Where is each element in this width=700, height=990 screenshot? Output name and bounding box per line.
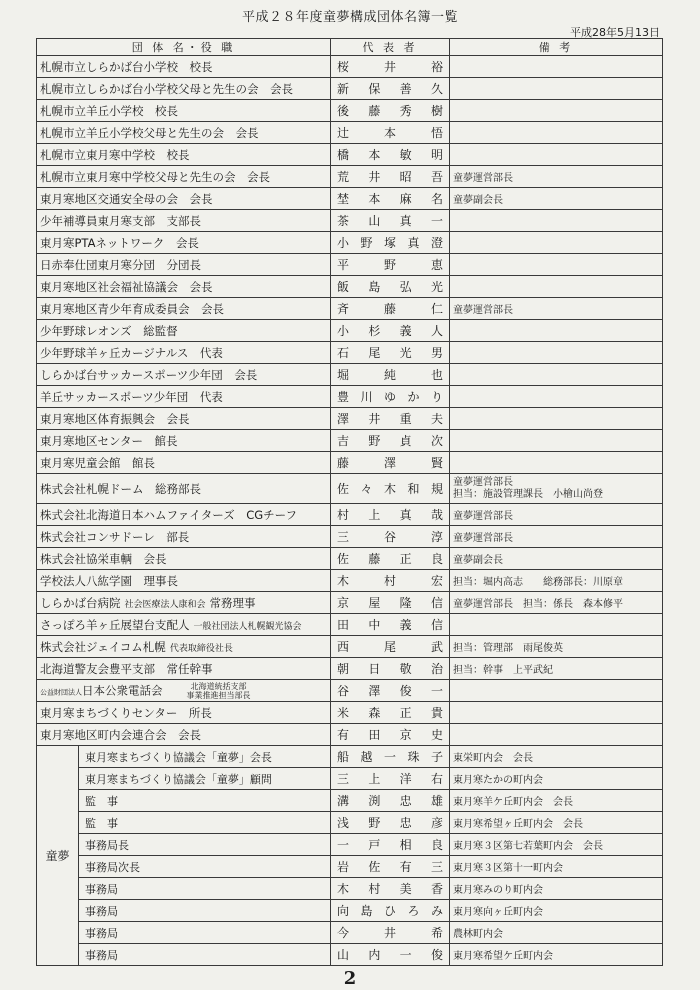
table-row <box>37 276 663 298</box>
org-name: 株式会社北海道日本ハムファイターズ CGチーフ <box>40 507 298 522</box>
org-cell <box>37 56 331 78</box>
table-row <box>37 592 663 614</box>
note-cell <box>450 276 663 298</box>
rep-cell: 米森正貴 <box>331 702 450 724</box>
org-cell <box>37 548 331 570</box>
rep-cell: 三上洋右 <box>331 768 450 790</box>
note-cell: 東月寒みのり町内会 <box>450 878 663 900</box>
org-name: 羊丘サッカースポーツ少年団 代表 <box>40 389 223 404</box>
table-row <box>37 856 663 878</box>
org-name: 札幌市立羊丘小学校 校長 <box>40 103 178 118</box>
org-sub-line: 事業推進担当部長 <box>186 690 251 700</box>
note-cell <box>450 680 663 702</box>
org-cell <box>37 364 331 386</box>
table-row <box>37 166 663 188</box>
rep-cell: 平野恵 <box>331 254 450 276</box>
note-cell <box>450 122 663 144</box>
note-cell <box>450 364 663 386</box>
org-name: 東月寒地区町内会連合会 会長 <box>40 727 201 742</box>
header-row <box>37 39 663 56</box>
org-name: 北海道警友会豊平支部 常任幹事 <box>40 661 213 676</box>
org-cell: 事務局 <box>79 944 331 966</box>
note-cell <box>450 452 663 474</box>
rep-cell: 佐々木和規 <box>331 474 450 504</box>
org-cell <box>37 188 331 210</box>
note-cell: 農林町内会 <box>450 922 663 944</box>
rep-cell: 後藤秀樹 <box>331 100 450 122</box>
rep-cell: 溝渕忠雄 <box>331 790 450 812</box>
note-cell <box>450 474 663 504</box>
org-name: 学校法人八紘学園 理事長 <box>40 573 178 588</box>
table-row <box>37 364 663 386</box>
org-name: 東月寒地区センター 館長 <box>40 433 178 448</box>
rep-cell: 有田京史 <box>331 724 450 746</box>
rep-cell: 飯島弘光 <box>331 276 450 298</box>
table-row <box>37 944 663 966</box>
rep-cell: 山内一俊 <box>331 944 450 966</box>
org-cell <box>37 504 331 526</box>
org-name: 株式会社協栄車輌 会長 <box>40 551 167 566</box>
note-cell: 東月寒希望ケ丘町内会 <box>450 944 663 966</box>
page-number: 2 <box>343 968 357 989</box>
org-cell <box>37 680 331 702</box>
org-cell <box>37 526 331 548</box>
org-name: 東月寒地区体育振興会 会長 <box>40 411 190 426</box>
note-cell: 童夢運営部長 <box>450 504 663 526</box>
note-cell: 東月寒たかの町内会 <box>450 768 663 790</box>
org-cell <box>37 724 331 746</box>
rep-cell: 茶山真一 <box>331 210 450 232</box>
note-cell: 担当：幹事 上平武紀 <box>450 658 663 680</box>
note-cell: 童夢副会長 <box>450 548 663 570</box>
org-cell <box>37 386 331 408</box>
rep-cell: 田中義信 <box>331 614 450 636</box>
org-sub: 代表取締役社長 <box>169 643 233 654</box>
rep-cell: 豊川ゆかり <box>331 386 450 408</box>
table-row <box>37 614 663 636</box>
org-sub-line: 北海道統括支部 <box>190 681 247 691</box>
org-cell <box>37 144 331 166</box>
note-line: 童夢運営部長 <box>453 476 513 488</box>
rep-cell: 谷澤俊一 <box>331 680 450 702</box>
header-org: 団 体 名・役 職 <box>37 39 331 56</box>
org-role: 常務理事 <box>209 595 256 610</box>
note-line: 担当：施設管理課長 小檜山尚登 <box>453 488 603 500</box>
rep-cell: 小野塚真澄 <box>331 232 450 254</box>
org-cell: 東月寒まちづくり協議会「童夢」顧問 <box>79 768 331 790</box>
note-cell: 東月寒希望ヶ丘町内会 会長 <box>450 812 663 834</box>
note-cell: 東栄町内会 会長 <box>450 746 663 768</box>
note-cell: 童夢副会長 <box>450 188 663 210</box>
org-cell: 東月寒まちづくり協議会「童夢」会長 <box>79 746 331 768</box>
rep-cell: 一戸相良 <box>331 834 450 856</box>
org-sub-stack <box>187 682 251 700</box>
rep-cell: 京屋隆信 <box>331 592 450 614</box>
rep-cell: 吉野貞次 <box>331 430 450 452</box>
org-prefix: 公益財団法人 <box>40 688 82 696</box>
org-cell: 事務局次長 <box>79 856 331 878</box>
rep-cell: 斉藤仁 <box>331 298 450 320</box>
org-name: 東月寒地区青少年育成委員会 会長 <box>40 301 224 316</box>
org-name: 東月寒地区社会福祉協議会 会長 <box>40 279 213 294</box>
org-cell <box>37 320 331 342</box>
org-cell <box>37 570 331 592</box>
org-cell <box>37 474 331 504</box>
note-cell: 東月寒向ヶ丘町内会 <box>450 900 663 922</box>
org-name: 東月寒児童会館 館長 <box>40 455 155 470</box>
rep-cell: 石尾光男 <box>331 342 450 364</box>
org-cell: 監 事 <box>79 790 331 812</box>
org-name: さっぽろ羊ヶ丘展望台支配人 <box>40 617 190 632</box>
note-cell: 担当：堀内高志 総務部長：川原章 <box>450 570 663 592</box>
note-cell <box>450 210 663 232</box>
rep-cell: 岩佐有三 <box>331 856 450 878</box>
table-row <box>37 834 663 856</box>
table-row <box>37 430 663 452</box>
note-cell <box>450 56 663 78</box>
header-rep: 代 表 者 <box>331 39 450 56</box>
table-row <box>37 232 663 254</box>
rep-cell: 今井希 <box>331 922 450 944</box>
org-name: 少年補導員東月寒支部 支部長 <box>40 213 201 228</box>
org-name: 少年野球レオンズ 総監督 <box>40 323 178 338</box>
rep-cell: 荒井昭吾 <box>331 166 450 188</box>
org-cell <box>37 254 331 276</box>
table-row <box>37 548 663 570</box>
rep-cell: 橋本敏明 <box>331 144 450 166</box>
org-sub: 一般社団法人札幌観光協会 <box>193 621 302 632</box>
note-cell: 東月寒３区第十一町内会 <box>450 856 663 878</box>
org-cell <box>37 430 331 452</box>
rep-cell: 西尾武 <box>331 636 450 658</box>
org-cell: 事務局 <box>79 922 331 944</box>
org-cell <box>37 232 331 254</box>
org-name: 札幌市立しらかば台小学校 校長 <box>40 59 213 74</box>
table-row <box>37 636 663 658</box>
rep-cell: 小杉義人 <box>331 320 450 342</box>
table-row <box>37 570 663 592</box>
note-cell <box>450 342 663 364</box>
org-name: 札幌市立東月寒中学校 校長 <box>40 147 190 162</box>
rep-cell: 浅野忠彦 <box>331 812 450 834</box>
org-cell <box>37 408 331 430</box>
note-cell: 童夢運営部長 <box>450 298 663 320</box>
table-row <box>37 922 663 944</box>
org-name: しらかば台サッカースポーツ少年団 会長 <box>40 367 258 382</box>
rep-cell: 木村宏 <box>331 570 450 592</box>
table-row <box>37 504 663 526</box>
org-name: 株式会社コンサドーレ 部長 <box>40 529 190 544</box>
rep-cell: 向島ひろみ <box>331 900 450 922</box>
org-name: 札幌市立しらかば台小学校父母と先生の会 会長 <box>40 81 293 96</box>
document-date: 平成28年5月13日 <box>570 26 660 39</box>
table-row <box>37 408 663 430</box>
rep-cell: 朝日敬治 <box>331 658 450 680</box>
table-row <box>37 144 663 166</box>
table-row <box>37 188 663 210</box>
table-row <box>37 122 663 144</box>
table-row <box>37 724 663 746</box>
note-cell <box>450 320 663 342</box>
note-cell: 東月寒３区第七若葉町内会 会長 <box>450 834 663 856</box>
org-cell <box>37 276 331 298</box>
table-row <box>37 452 663 474</box>
table-row <box>37 298 663 320</box>
rep-cell: 辻本悟 <box>331 122 450 144</box>
org-name: 日本公衆電話会 <box>82 683 163 697</box>
org-name: 日赤奉仕団東月寒分団 分団長 <box>40 257 201 272</box>
org-name: 東月寒地区交通安全母の会 会長 <box>40 191 213 206</box>
org-cell <box>37 100 331 122</box>
org-cell: 監 事 <box>79 812 331 834</box>
org-name: 札幌市立羊丘小学校父母と先生の会 会長 <box>40 125 259 140</box>
org-cell: 事務局 <box>79 900 331 922</box>
table-row <box>37 100 663 122</box>
table-row <box>37 768 663 790</box>
org-cell <box>37 592 331 614</box>
org-cell <box>37 636 331 658</box>
roster-table <box>36 38 663 966</box>
note-cell <box>450 702 663 724</box>
org-cell <box>37 452 331 474</box>
group-label: 童夢 <box>37 746 79 966</box>
org-cell: 事務局 <box>79 878 331 900</box>
table-row <box>37 658 663 680</box>
note-cell: 童夢運営部長 <box>450 526 663 548</box>
note-cell: 童夢運営部長 <box>450 166 663 188</box>
org-cell <box>37 658 331 680</box>
rep-cell: 佐藤正良 <box>331 548 450 570</box>
note-cell <box>450 724 663 746</box>
note-cell: 担当：管理部 雨尾俊英 <box>450 636 663 658</box>
rep-cell: 埜本麻名 <box>331 188 450 210</box>
org-cell <box>37 614 331 636</box>
org-cell <box>37 702 331 724</box>
org-name: 株式会社札幌ドーム 総務部長 <box>40 481 201 496</box>
note-cell <box>450 430 663 452</box>
org-sub: 社会医療法人康和会 <box>124 599 206 610</box>
org-cell <box>37 210 331 232</box>
rep-cell: 堀純也 <box>331 364 450 386</box>
rep-cell: 村上真哉 <box>331 504 450 526</box>
note-cell <box>450 254 663 276</box>
org-cell <box>37 298 331 320</box>
org-name: 株式会社ジェイコム札幌 <box>40 639 166 654</box>
org-cell: 事務局長 <box>79 834 331 856</box>
table-row <box>37 790 663 812</box>
page-title: 平成２８年度童夢構成団体名簿一覧 <box>241 10 458 25</box>
note-cell <box>450 100 663 122</box>
table-row <box>37 812 663 834</box>
table-row <box>37 474 663 504</box>
note-cell <box>450 386 663 408</box>
note-cell: 童夢運営部長 担当：係長 森本修平 <box>450 592 663 614</box>
rep-cell: 桜井裕 <box>331 56 450 78</box>
table-row <box>37 746 663 768</box>
org-name: 札幌市立東月寒中学校父母と先生の会 会長 <box>40 169 270 184</box>
table-row <box>37 56 663 78</box>
note-cell: 東月寒羊ケ丘町内会 会長 <box>450 790 663 812</box>
table-row <box>37 386 663 408</box>
table-row <box>37 878 663 900</box>
rep-cell: 藤澤賢 <box>331 452 450 474</box>
rep-cell: 三谷淳 <box>331 526 450 548</box>
rep-cell: 木村美香 <box>331 878 450 900</box>
org-name: 東月寒PTAネットワーク 会長 <box>40 235 199 250</box>
org-name: しらかば台病院 <box>40 595 121 610</box>
note-cell <box>450 614 663 636</box>
rep-cell: 新保善久 <box>331 78 450 100</box>
table-row <box>37 680 663 702</box>
table-row <box>37 900 663 922</box>
table-row <box>37 342 663 364</box>
org-name: 東月寒まちづくりセンター 所長 <box>40 705 212 720</box>
table-row <box>37 702 663 724</box>
org-cell <box>37 78 331 100</box>
table-row <box>37 254 663 276</box>
table-row <box>37 526 663 548</box>
header-note: 備 考 <box>450 39 663 56</box>
org-cell <box>37 122 331 144</box>
table-row <box>37 320 663 342</box>
note-cell <box>450 144 663 166</box>
table-row <box>37 78 663 100</box>
rep-cell: 澤井重夫 <box>331 408 450 430</box>
rep-cell: 船越一珠子 <box>331 746 450 768</box>
org-name: 少年野球羊ヶ丘カージナルス 代表 <box>40 345 223 360</box>
note-cell <box>450 232 663 254</box>
note-cell <box>450 408 663 430</box>
org-cell <box>37 166 331 188</box>
org-cell <box>37 342 331 364</box>
table-row <box>37 210 663 232</box>
note-cell <box>450 78 663 100</box>
